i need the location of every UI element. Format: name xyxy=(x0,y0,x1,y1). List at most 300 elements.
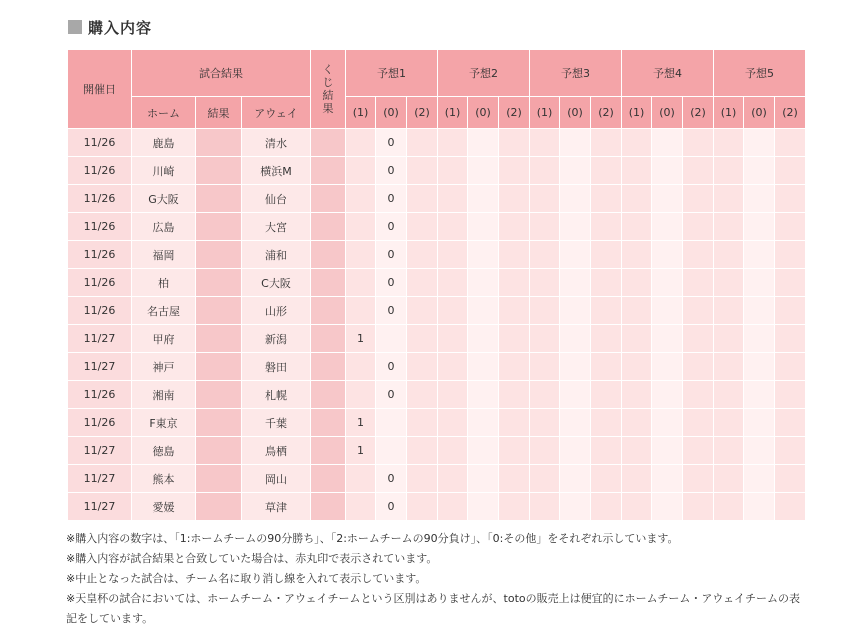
prediction-cell xyxy=(468,353,499,381)
result-cell xyxy=(196,381,242,409)
prediction-cell xyxy=(530,493,560,521)
prediction-cell xyxy=(775,241,806,269)
prediction-cell xyxy=(560,437,591,465)
prediction-cell xyxy=(591,241,622,269)
date-cell: 11/26 xyxy=(68,381,132,409)
prediction-cell xyxy=(468,241,499,269)
prediction-cell xyxy=(468,437,499,465)
prediction-cell xyxy=(560,241,591,269)
prediction-cell: 1 xyxy=(346,325,376,353)
prediction-cell xyxy=(468,297,499,325)
prediction-cell xyxy=(683,185,714,213)
prediction-cell xyxy=(652,185,683,213)
prediction-cell xyxy=(407,297,438,325)
prediction-cell xyxy=(530,157,560,185)
home-team-cell: 鹿島 xyxy=(132,129,196,157)
prediction-cell xyxy=(346,213,376,241)
prediction-cell xyxy=(714,213,744,241)
pred-subheader: (0) xyxy=(376,97,407,129)
result-cell xyxy=(196,493,242,521)
prediction-cell xyxy=(530,325,560,353)
away-team-cell: 清水 xyxy=(242,129,311,157)
result-cell xyxy=(196,213,242,241)
table-row xyxy=(68,493,806,521)
prediction-cell xyxy=(560,157,591,185)
table-row xyxy=(68,157,806,185)
purchase-table xyxy=(67,49,806,521)
prediction-cell xyxy=(346,157,376,185)
kuji-result-cell xyxy=(311,241,346,269)
home-team-cell: 徳島 xyxy=(132,437,196,465)
prediction-cell xyxy=(714,185,744,213)
prediction-cell xyxy=(591,409,622,437)
prediction-cell xyxy=(438,185,468,213)
prediction-cell xyxy=(499,493,530,521)
result-cell xyxy=(196,437,242,465)
prediction-cell xyxy=(346,465,376,493)
pred-subheader: (1) xyxy=(438,97,468,129)
home-team-cell: G大阪 xyxy=(132,185,196,213)
prediction-cell xyxy=(560,325,591,353)
prediction-cell xyxy=(438,409,468,437)
result-cell xyxy=(196,157,242,185)
prediction-cell xyxy=(714,269,744,297)
prediction-cell xyxy=(530,185,560,213)
prediction-cell xyxy=(714,353,744,381)
date-cell: 11/26 xyxy=(68,297,132,325)
pred-subheader: (0) xyxy=(560,97,591,129)
pred-subheader: (0) xyxy=(744,97,775,129)
prediction-cell xyxy=(714,157,744,185)
kuji-result-cell xyxy=(311,185,346,213)
prediction-cell xyxy=(775,297,806,325)
prediction-cell xyxy=(499,129,530,157)
prediction-cell xyxy=(683,465,714,493)
prediction-cell xyxy=(744,269,775,297)
prediction-cell xyxy=(560,381,591,409)
note-text: ※購入内容の数字は、「1:ホームチームの90分勝ち」、「2:ホームチームの90分負け」、「0:その他」をそれぞれ示しています。 xyxy=(66,532,679,545)
prediction-cell xyxy=(683,269,714,297)
table-row xyxy=(68,241,806,269)
prediction-cell xyxy=(438,269,468,297)
result-cell xyxy=(196,325,242,353)
pred-subheader: (1) xyxy=(530,97,560,129)
home-team-cell: 福岡 xyxy=(132,241,196,269)
prediction-cell xyxy=(346,297,376,325)
prediction-cell: 0 xyxy=(376,185,407,213)
prediction-cell xyxy=(744,241,775,269)
prediction-cell xyxy=(438,437,468,465)
away-team-cell: 山形 xyxy=(242,297,311,325)
prediction-cell xyxy=(530,241,560,269)
away-team-cell: 仙台 xyxy=(242,185,311,213)
home-team-cell: 柏 xyxy=(132,269,196,297)
home-team-cell: 湘南 xyxy=(132,381,196,409)
prediction-cell xyxy=(714,381,744,409)
prediction-cell xyxy=(714,437,744,465)
pred-subheader: (1) xyxy=(346,97,376,129)
header-date: 開催日 xyxy=(68,50,132,129)
prediction-cell xyxy=(407,409,438,437)
prediction-cell xyxy=(775,185,806,213)
pred-subheader: (2) xyxy=(407,97,438,129)
prediction-cell xyxy=(622,213,652,241)
prediction-cell xyxy=(744,325,775,353)
header-kuji-char: じ xyxy=(322,76,334,89)
date-cell: 11/27 xyxy=(68,465,132,493)
prediction-cell xyxy=(530,381,560,409)
prediction-cell xyxy=(622,465,652,493)
note-item xyxy=(66,549,806,569)
prediction-cell xyxy=(744,353,775,381)
prediction-cell xyxy=(499,185,530,213)
header-kuji-result xyxy=(311,50,346,129)
prediction-cell xyxy=(438,381,468,409)
prediction-cell xyxy=(438,465,468,493)
prediction-cell xyxy=(468,157,499,185)
prediction-cell xyxy=(714,465,744,493)
result-cell xyxy=(196,241,242,269)
prediction-cell xyxy=(438,213,468,241)
home-team-cell: 川崎 xyxy=(132,157,196,185)
prediction-cell xyxy=(622,129,652,157)
date-cell: 11/26 xyxy=(68,213,132,241)
prediction-cell xyxy=(499,157,530,185)
header-prediction-5: 予想5 xyxy=(714,50,806,97)
home-team-cell: 愛媛 xyxy=(132,493,196,521)
prediction-cell xyxy=(714,241,744,269)
prediction-cell xyxy=(468,213,499,241)
prediction-cell xyxy=(622,409,652,437)
table-row xyxy=(68,437,806,465)
prediction-cell xyxy=(591,157,622,185)
prediction-cell xyxy=(530,269,560,297)
pred-subheader: (2) xyxy=(591,97,622,129)
prediction-cell xyxy=(346,353,376,381)
prediction-cell xyxy=(775,493,806,521)
prediction-cell xyxy=(468,325,499,353)
prediction-cell xyxy=(652,353,683,381)
prediction-cell: 0 xyxy=(376,465,407,493)
date-cell: 11/26 xyxy=(68,241,132,269)
prediction-cell xyxy=(560,465,591,493)
prediction-cell xyxy=(622,437,652,465)
prediction-cell xyxy=(499,297,530,325)
prediction-cell: 0 xyxy=(376,213,407,241)
table-row xyxy=(68,409,806,437)
prediction-cell xyxy=(652,381,683,409)
date-cell: 11/26 xyxy=(68,157,132,185)
prediction-cell xyxy=(775,353,806,381)
prediction-cell xyxy=(438,297,468,325)
header-kuji-char: く xyxy=(322,63,334,76)
prediction-cell: 0 xyxy=(376,353,407,381)
prediction-cell xyxy=(376,437,407,465)
prediction-cell xyxy=(499,213,530,241)
prediction-cell xyxy=(438,157,468,185)
prediction-cell xyxy=(775,409,806,437)
prediction-cell xyxy=(407,437,438,465)
prediction-cell xyxy=(744,409,775,437)
kuji-result-cell xyxy=(311,409,346,437)
prediction-cell xyxy=(775,437,806,465)
prediction-cell xyxy=(468,129,499,157)
prediction-cell xyxy=(683,409,714,437)
prediction-cell xyxy=(591,185,622,213)
pred-subheader: (2) xyxy=(775,97,806,129)
prediction-cell xyxy=(407,269,438,297)
table-row xyxy=(68,297,806,325)
note-item xyxy=(66,529,806,549)
prediction-cell xyxy=(407,185,438,213)
prediction-cell xyxy=(683,213,714,241)
prediction-cell xyxy=(530,465,560,493)
away-team-cell: C大阪 xyxy=(242,269,311,297)
prediction-cell: 1 xyxy=(346,437,376,465)
header-prediction-1: 予想1 xyxy=(346,50,438,97)
prediction-cell xyxy=(683,493,714,521)
table-row xyxy=(68,325,806,353)
prediction-cell xyxy=(744,493,775,521)
home-team-cell: 熊本 xyxy=(132,465,196,493)
section-title: 購入内容 xyxy=(88,18,153,37)
date-cell: 11/27 xyxy=(68,437,132,465)
table-row xyxy=(68,353,806,381)
prediction-cell xyxy=(407,353,438,381)
prediction-cell xyxy=(683,325,714,353)
prediction-cell: 0 xyxy=(376,269,407,297)
prediction-cell xyxy=(775,213,806,241)
result-cell xyxy=(196,185,242,213)
prediction-cell xyxy=(407,213,438,241)
prediction-cell xyxy=(652,297,683,325)
prediction-cell xyxy=(744,157,775,185)
result-cell xyxy=(196,353,242,381)
prediction-cell xyxy=(376,325,407,353)
prediction-cell xyxy=(438,493,468,521)
prediction-cell xyxy=(499,437,530,465)
prediction-cell: 0 xyxy=(376,157,407,185)
prediction-cell xyxy=(652,409,683,437)
kuji-result-cell xyxy=(311,213,346,241)
prediction-cell xyxy=(560,493,591,521)
result-cell xyxy=(196,465,242,493)
away-team-cell: 千葉 xyxy=(242,409,311,437)
prediction-cell xyxy=(683,353,714,381)
prediction-cell xyxy=(714,409,744,437)
prediction-cell xyxy=(530,213,560,241)
prediction-cell xyxy=(714,129,744,157)
prediction-cell xyxy=(622,157,652,185)
prediction-cell xyxy=(499,465,530,493)
table-row xyxy=(68,381,806,409)
prediction-cell xyxy=(652,157,683,185)
prediction-cell xyxy=(683,241,714,269)
prediction-cell: 0 xyxy=(376,241,407,269)
prediction-cell xyxy=(530,129,560,157)
prediction-cell xyxy=(622,185,652,213)
prediction-cell xyxy=(530,353,560,381)
prediction-cell xyxy=(652,269,683,297)
result-cell xyxy=(196,269,242,297)
prediction-cell xyxy=(591,437,622,465)
prediction-cell xyxy=(468,185,499,213)
square-bullet-icon xyxy=(68,20,82,34)
prediction-cell xyxy=(683,157,714,185)
kuji-result-cell xyxy=(311,269,346,297)
kuji-result-cell xyxy=(311,465,346,493)
kuji-result-cell xyxy=(311,157,346,185)
prediction-cell xyxy=(468,269,499,297)
prediction-cell xyxy=(591,381,622,409)
prediction-cell xyxy=(775,465,806,493)
kuji-result-cell xyxy=(311,129,346,157)
prediction-cell xyxy=(775,129,806,157)
prediction-cell xyxy=(560,185,591,213)
away-team-cell: 鳥栖 xyxy=(242,437,311,465)
prediction-cell xyxy=(591,353,622,381)
prediction-cell xyxy=(622,493,652,521)
prediction-cell xyxy=(407,493,438,521)
prediction-cell xyxy=(744,297,775,325)
prediction-cell xyxy=(376,409,407,437)
prediction-cell xyxy=(407,381,438,409)
prediction-cell xyxy=(499,325,530,353)
prediction-cell xyxy=(775,325,806,353)
prediction-cell xyxy=(468,493,499,521)
prediction-cell: 1 xyxy=(346,409,376,437)
note-text: ※天皇杯の試合においては、ホームチーム・アウェイチームという区別はありませんが、totoの販売上は便宜的にホームチーム・アウェイチームの表記をしています。 xyxy=(66,592,800,625)
prediction-cell xyxy=(744,213,775,241)
prediction-cell xyxy=(622,241,652,269)
prediction-cell xyxy=(407,157,438,185)
prediction-cell xyxy=(346,129,376,157)
prediction-cell xyxy=(775,269,806,297)
prediction-cell: 0 xyxy=(376,493,407,521)
prediction-cell xyxy=(468,381,499,409)
away-team-cell: 岡山 xyxy=(242,465,311,493)
header-match-result: 試合結果 xyxy=(132,50,311,97)
kuji-result-cell xyxy=(311,437,346,465)
header-prediction-3: 予想3 xyxy=(530,50,622,97)
prediction-cell xyxy=(591,325,622,353)
date-cell: 11/27 xyxy=(68,325,132,353)
prediction-cell xyxy=(622,297,652,325)
prediction-cell xyxy=(744,437,775,465)
prediction-cell xyxy=(652,325,683,353)
prediction-cell xyxy=(622,353,652,381)
away-team-cell: 新潟 xyxy=(242,325,311,353)
prediction-cell xyxy=(438,353,468,381)
home-team-cell: 甲府 xyxy=(132,325,196,353)
prediction-cell xyxy=(407,241,438,269)
table-row xyxy=(68,465,806,493)
header-prediction-2: 予想2 xyxy=(438,50,530,97)
header-result: 結果 xyxy=(196,97,242,129)
prediction-cell xyxy=(591,213,622,241)
home-team-cell: 広島 xyxy=(132,213,196,241)
prediction-cell xyxy=(652,241,683,269)
prediction-cell xyxy=(560,353,591,381)
prediction-cell xyxy=(652,493,683,521)
prediction-cell xyxy=(591,493,622,521)
home-team-cell: 神戸 xyxy=(132,353,196,381)
note-text: ※購入内容が試合結果と合致していた場合は、赤丸印で表示されています。 xyxy=(66,552,438,565)
table-row xyxy=(68,185,806,213)
away-team-cell: 磐田 xyxy=(242,353,311,381)
home-team-cell: F東京 xyxy=(132,409,196,437)
prediction-cell xyxy=(591,297,622,325)
pred-subheader: (1) xyxy=(714,97,744,129)
kuji-result-cell xyxy=(311,297,346,325)
prediction-cell xyxy=(591,269,622,297)
kuji-result-cell xyxy=(311,353,346,381)
prediction-cell xyxy=(468,465,499,493)
prediction-cell: 0 xyxy=(376,297,407,325)
prediction-cell xyxy=(560,297,591,325)
prediction-cell: 0 xyxy=(376,129,407,157)
prediction-cell xyxy=(652,129,683,157)
header-away: アウェイ xyxy=(242,97,311,129)
prediction-cell xyxy=(438,241,468,269)
pred-subheader: (1) xyxy=(622,97,652,129)
away-team-cell: 大宮 xyxy=(242,213,311,241)
prediction-cell xyxy=(499,269,530,297)
prediction-cell xyxy=(775,157,806,185)
prediction-cell: 0 xyxy=(376,381,407,409)
table-row xyxy=(68,269,806,297)
prediction-cell xyxy=(530,297,560,325)
home-team-cell: 名古屋 xyxy=(132,297,196,325)
date-cell: 11/27 xyxy=(68,353,132,381)
prediction-cell xyxy=(346,493,376,521)
prediction-cell xyxy=(499,241,530,269)
prediction-cell xyxy=(744,465,775,493)
away-team-cell: 草津 xyxy=(242,493,311,521)
pred-subheader: (2) xyxy=(683,97,714,129)
date-cell: 11/26 xyxy=(68,269,132,297)
prediction-cell xyxy=(560,269,591,297)
prediction-cell xyxy=(683,437,714,465)
prediction-cell xyxy=(683,381,714,409)
pred-subheader: (0) xyxy=(652,97,683,129)
header-kuji-char: 結 xyxy=(322,89,334,102)
prediction-cell xyxy=(622,325,652,353)
prediction-cell xyxy=(652,465,683,493)
prediction-cell xyxy=(591,129,622,157)
prediction-cell xyxy=(622,269,652,297)
prediction-cell xyxy=(407,465,438,493)
prediction-cell xyxy=(530,437,560,465)
prediction-cell xyxy=(346,185,376,213)
date-cell: 11/26 xyxy=(68,129,132,157)
header-home: ホーム xyxy=(132,97,196,129)
table-row xyxy=(68,129,806,157)
result-cell xyxy=(196,409,242,437)
note-item xyxy=(66,569,806,589)
prediction-cell xyxy=(744,129,775,157)
header-kuji-char: 果 xyxy=(322,102,334,115)
prediction-cell xyxy=(622,381,652,409)
prediction-cell xyxy=(346,241,376,269)
result-cell xyxy=(196,129,242,157)
prediction-cell xyxy=(714,297,744,325)
pred-subheader: (0) xyxy=(468,97,499,129)
prediction-cell xyxy=(560,129,591,157)
prediction-cell xyxy=(775,381,806,409)
prediction-cell xyxy=(652,437,683,465)
prediction-cell xyxy=(346,381,376,409)
